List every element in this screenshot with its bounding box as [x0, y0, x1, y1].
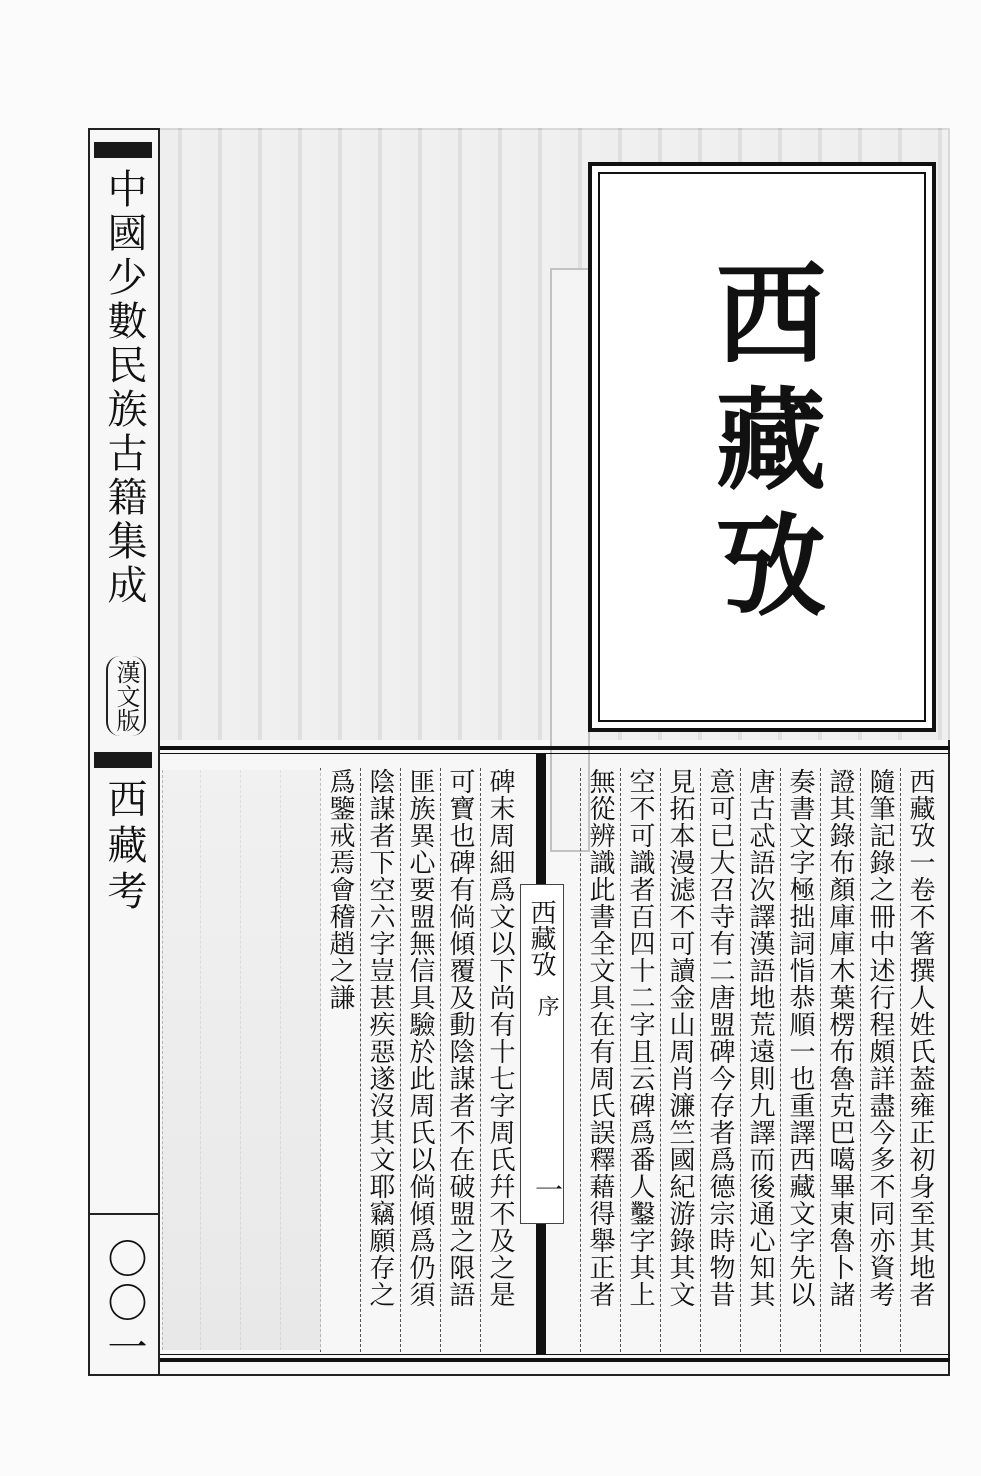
text-column: 唐古忒語次譯漢語地荒遠則九譯而後通心知其	[740, 768, 780, 1352]
text-column: 西藏攷一卷不箸撰人姓氏葢雍正初身至其地者	[900, 768, 940, 1352]
series-title: 中國少數民族古籍集成	[101, 168, 147, 608]
fold-section: 序	[534, 995, 559, 1017]
text-column: 奏書文字極拙詞恉恭順一也重譯西藏文字先以	[780, 768, 820, 1352]
spine-column	[88, 128, 160, 1376]
fold-center	[520, 754, 564, 1354]
upper-rule-thick	[160, 746, 950, 750]
text-column: 隨筆記錄之冊中述行程頗詳盡今多不同亦資考	[860, 768, 900, 1352]
text-column: 空不可識者百四十二字且云碑爲番人鑿字其上	[620, 768, 660, 1352]
empty-column	[162, 770, 201, 1350]
cover-title: 西藏攷	[698, 256, 827, 634]
fold-title: 西藏攷	[526, 899, 556, 977]
lower-rule-thin	[160, 1354, 950, 1355]
spine-band-bottom	[94, 752, 152, 768]
empty-column	[200, 770, 241, 1350]
text-column: 匪族異心要盟無信具驗於此周氏以倘傾爲仍須	[400, 768, 440, 1352]
fish-tail-bar-bottom	[536, 1224, 546, 1354]
empty-column	[240, 770, 281, 1350]
text-column: 陰謀者下空六字豈甚疾惡遂沒其文耶竊願存之	[360, 768, 400, 1352]
lower-rule-thick	[160, 1358, 950, 1362]
text-column: 爲鑒戒焉會稽趙之謙	[320, 768, 360, 1352]
text-column: 碑末周細爲文以下尚有十七字周氏幷不及之是	[480, 768, 520, 1352]
cover-title-box	[588, 162, 936, 732]
text-column: 無從辨識此書全文具在有周氏誤釋藉得舉正者	[580, 768, 620, 1352]
text-column: 見拓本漫滤不可讀金山周肖濂竺國紀游錄其文	[660, 768, 700, 1352]
book-title: 西藏考	[101, 778, 147, 916]
empty-column	[280, 770, 321, 1350]
edition-label: 漢文版	[106, 656, 146, 736]
fish-tail-bar-top	[536, 754, 546, 884]
spine-divider	[88, 1213, 158, 1215]
fold-leaf-number: 一	[531, 1175, 564, 1203]
spine-band-top	[94, 142, 152, 158]
text-column: 可寶也碑有倘傾覆及動陰謀者不在破盟之限語	[440, 768, 480, 1352]
text-column: 證其錄布顏庫庫木葉楞布魯克巴噶畢東魯卜諸	[820, 768, 860, 1352]
fold-label	[520, 884, 564, 1224]
text-column: 意可已大召寺有二唐盟碑今存者爲德宗時物昔	[700, 768, 740, 1352]
page-number: 〇〇一	[101, 1238, 147, 1370]
